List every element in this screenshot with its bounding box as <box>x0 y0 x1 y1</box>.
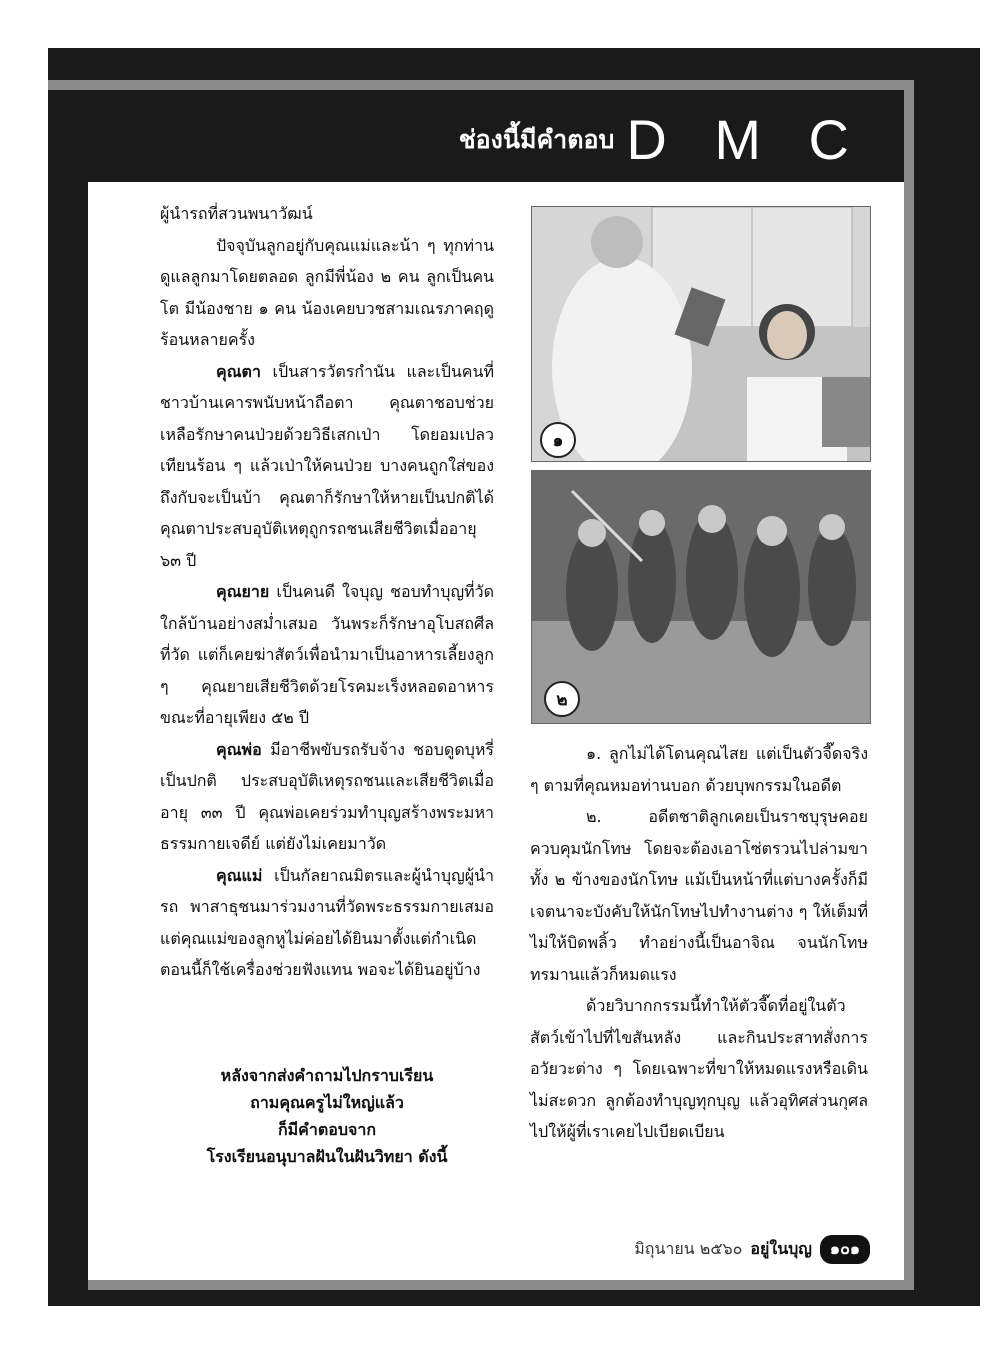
page-number: ๑๐๑ <box>820 1235 870 1264</box>
column-header <box>458 108 865 171</box>
closing-line: หลังจากส่งคำถามไปกราบเรียน <box>220 1066 434 1085</box>
illustration-prisoners-art <box>532 471 870 723</box>
answer-paragraph: ๒. อดีตชาติลูกเคยเป็นราชบุรุษคอยควบคุมนักโทษ โดยจะต้องเอาโซ่ตรวนไปล่ามขาทั้ง ๒ ข้างของนักโทษ แม้เป็นหน้าที่แต่บางครั้งก็มีเจตนาจะบังคับให้นักโทษไปทำงานต่าง ๆ ให้เต็มที่ ไม่ให้บิดพลิ้ว ทำอย่างนี้เป็นอาจิณ จนนักโทษทรมานแล้วก็หมดแรง <box>530 807 868 984</box>
paragraph-label: คุณพ่อ <box>216 739 262 759</box>
header-title-thai: ช่องนี้มีคำตอบ <box>458 125 615 154</box>
paragraph <box>160 860 494 986</box>
header-title-dmc: D M C <box>626 108 865 171</box>
illustration-doctor-patient <box>531 206 871 462</box>
illustration-doctor-patient-art <box>532 207 870 461</box>
footer-issue-date: มิถุนายน ๒๕๖๐ <box>634 1239 743 1258</box>
footer-magazine-name: อยู่ในบุญ <box>750 1239 812 1258</box>
closing-line: ก็มีคำตอบจาก <box>277 1120 377 1139</box>
paragraph-label: คุณยาย <box>216 582 270 601</box>
frame-stripe-bottom <box>88 1280 914 1290</box>
page-footer <box>620 1235 870 1264</box>
left-column <box>160 198 494 986</box>
frame-stripe-top <box>48 80 914 90</box>
closing-line: ถามคุณครูไม่ใหญ่แล้ว <box>250 1093 404 1112</box>
paragraph-text: มีอาชีพขับรถรับจ้าง ชอบดูดบุหรี่เป็นปกติ ประสบอุบัติเหตุรถชนและเสียชีวิตเมื่ออายุ ๓๓ ปี คุณพ่อเคยร่วมทำบุญสร้างพระมหาธรรมกายเจดีย์ แต่ยังไม่เคยมาวัด <box>160 739 494 853</box>
paragraph-text: เป็นกัลยาณมิตรและผู้นำบุญผู้นำรถ พาสาธุชนมาร่วมงานที่วัดพระธรรมกายเสมอ แต่คุณแม่ของลูกหูไม่ค่อยได้ยินมาตั้งแต่กำเนิด ตอนนี้ก็ใช้เครื่องช่วยฟังแทน พอจะได้ยินอยู่บ้าง <box>160 865 494 979</box>
paragraph-label: คุณตา <box>216 361 261 381</box>
paragraph-text: เป็นคนดี ใจบุญ ชอบทำบุญที่วัดใกล้บ้านอย่างสม่ำเสมอ วันพระก็รักษาอุโบสถศีลที่วัด แต่ก็เคยฆ่าสัตว์เพื่อนำมาเป็นอาหารเลี้ยงลูก ๆ คุณยายเสียชีวิตด้วยโรคมะเร็งหลอดอาหาร ขณะที่อายุเพียง ๕๒ ปี <box>160 582 494 727</box>
paragraph <box>160 576 494 734</box>
paragraph: ปัจจุบันลูกอยู่กับคุณแม่และน้า ๆ ทุกท่านดูแลลูกมาโดยตลอด ลูกมีพี่น้อง ๒ คน ลูกเป็นคนโต มีน้องชาย ๑ คน น้องเคยบวชสามเณรภาคฤดูร้อนหลายครั้ง <box>160 235 494 349</box>
paragraph-text: เป็นสารวัตรกำนัน และเป็นคนที่ชาวบ้านเคารพนับหน้าถือตา คุณตาชอบช่วยเหลือรักษาคนป่วยด้วยวิธีเสกเป่า โดยอมเปลวเทียนร้อน ๆ แล้วเป่าให้คนป่วย บางคนถูกใส่ของถึงกับจะเป็นบ้า คุณตาก็รักษาให้หายเป็นปกติได้ คุณตาประสบอุบัติเหตุถูกรถชนเสียชีวิตเมื่ออายุ ๖๓ ปี <box>160 361 494 570</box>
frame-stripe-right <box>904 80 914 1290</box>
photo-number-badge: ๒ <box>544 681 580 717</box>
right-column <box>530 738 868 1148</box>
answer-paragraph: ด้วยวิบากกรรมนี้ทำให้ตัวจี๊ดที่อยู่ในตัวสัตว์เข้าไปที่ไขสันหลัง และกินประสาทสั่งการอวัยวะต่าง ๆ โดยเฉพาะที่ขาให้หมดแรงหรือเดินไม่สะดวก ลูกต้องทำบุญทุกบุญ แล้วอุทิศส่วนกุศลไปให้ผู้ที่เราเคยไปเบียดเบียน <box>530 996 868 1141</box>
closing-note <box>160 1062 494 1170</box>
paragraph <box>160 734 494 860</box>
photo-number-badge: ๑ <box>540 422 576 458</box>
illustration-prisoners <box>531 470 871 724</box>
closing-line: โรงเรียนอนุบาลฝันในฝันวิทยา ดังนี้ <box>206 1147 448 1166</box>
answer-paragraph: ๑. ลูกไม่ได้โดนคุณไสย แต่เป็นตัวจี๊ดจริง ๆ ตามที่คุณหมอท่านบอก ด้วยบุพกรรมในอดีต <box>530 744 868 795</box>
paragraph: ผู้นำรถที่สวนพนาวัฒน์ <box>160 204 313 223</box>
paragraph <box>160 356 494 577</box>
paragraph-label: คุณแม่ <box>216 865 263 885</box>
